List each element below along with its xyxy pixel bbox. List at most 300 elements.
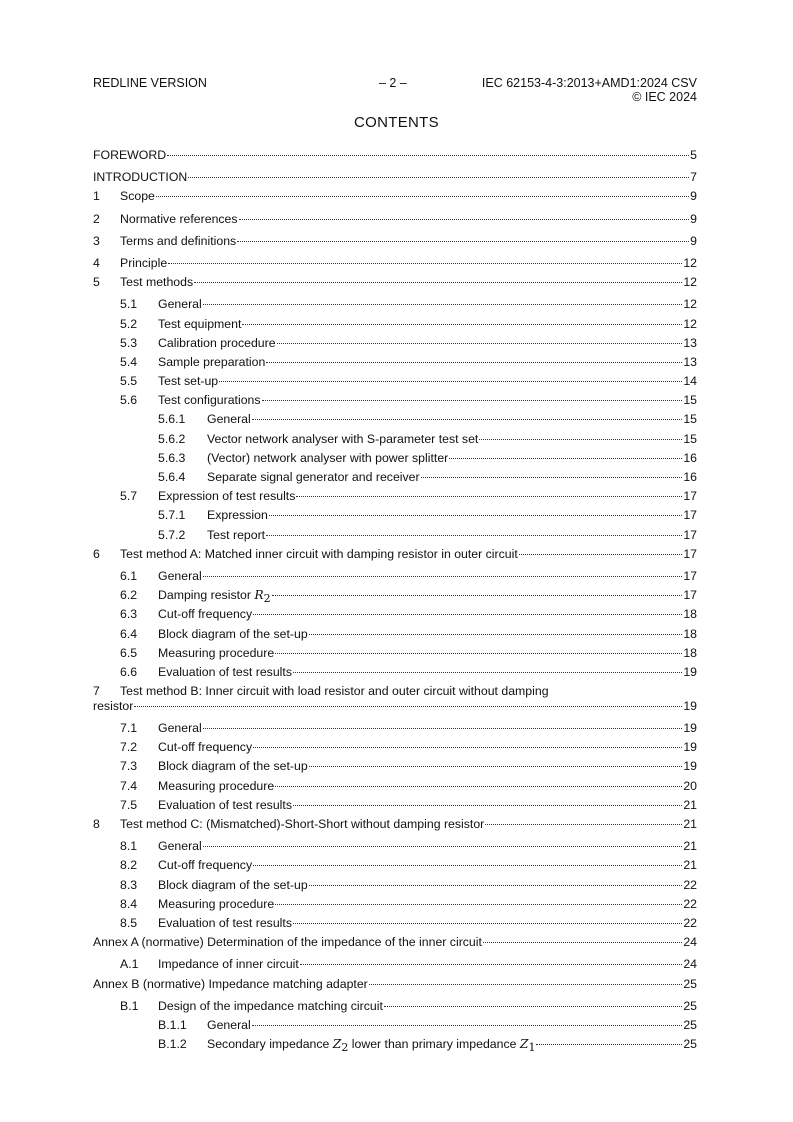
dot-leader — [369, 984, 683, 985]
toc-entry-title-text: Annex B (normative) Impedance matching adapter — [93, 976, 368, 991]
toc-entry-line — [158, 876, 697, 895]
dot-leader — [194, 282, 682, 283]
toc-entry-line — [158, 334, 697, 353]
toc-entry-title — [158, 315, 241, 334]
toc-entry-number: 7 — [93, 684, 100, 699]
toc-entry-title — [158, 353, 265, 372]
math-symbol: $Z_2$ — [332, 1037, 349, 1055]
toc-entry-title — [120, 273, 193, 292]
math-symbol: $Z_1$ — [519, 1037, 536, 1055]
toc-entry[interactable] — [93, 644, 697, 663]
toc-entry-line — [207, 526, 697, 545]
toc-entry-title-text: Expression of test results — [158, 489, 296, 504]
toc-entry-title-text: Evaluation of test results — [158, 797, 292, 812]
toc-entry-line — [120, 545, 697, 564]
toc-entry-title-text: Evaluation of test results — [158, 915, 292, 930]
toc-entry-number: 7.4 — [120, 778, 138, 793]
toc-entry-title-text: Cut-off frequency — [158, 607, 253, 622]
toc-entry-title — [158, 334, 276, 353]
toc-entry[interactable] — [93, 777, 697, 796]
toc-entry-page: 18 — [683, 607, 697, 622]
toc-entry-line — [158, 487, 697, 506]
toc-entry-title-text: INTRODUCTION — [93, 170, 188, 185]
dot-leader — [275, 786, 682, 787]
dot-leader — [253, 865, 682, 866]
toc-entry-number: 5.6.1 — [158, 412, 186, 427]
toc-entry-number: 5.6.4 — [158, 470, 186, 484]
toc-entry-number: B.1 — [120, 998, 139, 1013]
toc-entry-number: 6.4 — [120, 626, 138, 641]
toc-entry-page: 9 — [690, 233, 697, 248]
toc-entry-title-text: (Vector) network analyser with power splitter — [207, 450, 449, 465]
toc-entry-number: 4 — [93, 255, 100, 270]
toc-entry[interactable] — [93, 545, 697, 564]
dot-leader — [275, 653, 682, 654]
toc-entry-title — [158, 567, 202, 586]
toc-entry[interactable] — [93, 914, 697, 933]
toc-entry-title — [207, 468, 420, 487]
toc-entry[interactable] — [93, 1035, 697, 1054]
toc-entry-number: 7.3 — [120, 759, 138, 774]
toc-entry-line — [120, 232, 697, 251]
toc-entry-title — [207, 526, 265, 545]
toc-entry-page: 24 — [683, 935, 697, 950]
toc-entry[interactable] — [93, 506, 697, 525]
toc-entry-line — [93, 933, 697, 952]
dot-leader — [449, 458, 682, 459]
toc-entry[interactable] — [93, 232, 697, 251]
toc-entry-number: 8 — [93, 817, 100, 831]
toc-entry-title — [158, 757, 308, 776]
toc-entry-number: B.1.1 — [158, 1017, 187, 1032]
toc-entry-line — [120, 210, 697, 229]
toc-entry[interactable] — [93, 273, 697, 292]
toc-entry[interactable] — [93, 663, 697, 682]
toc-entry-line — [93, 975, 697, 994]
toc-entry-number: B.1.2 — [158, 1037, 187, 1052]
toc-entry-number: 5.7.1 — [158, 508, 186, 523]
toc-entry-number: 6.2 — [120, 588, 138, 603]
toc-entry[interactable] — [93, 815, 697, 834]
toc-entry[interactable] — [93, 315, 697, 334]
toc-entry-title — [158, 487, 295, 506]
toc-entry-title — [93, 168, 187, 187]
toc-entry-number: 5.7 — [120, 489, 138, 504]
toc-entry[interactable] — [93, 468, 697, 487]
toc-entry-title-text: Damping resistor — [158, 588, 255, 603]
dot-leader — [262, 400, 683, 401]
toc-entry-line — [158, 796, 697, 815]
toc-entry-title — [120, 232, 236, 251]
toc-entry-number: 8.4 — [120, 896, 138, 911]
toc-entry[interactable] — [93, 586, 697, 605]
toc-entry-title-text: Block diagram of the set-up — [158, 626, 308, 641]
toc-entry-number: 6.5 — [120, 645, 138, 660]
toc-entry-page: 17 — [683, 489, 697, 504]
toc-entry-page: 18 — [683, 645, 697, 660]
toc-entry[interactable] — [93, 567, 697, 586]
toc-entry-title-text: Normative references — [120, 211, 238, 226]
toc-entry-title-text: Impedance of inner circuit — [158, 957, 299, 972]
toc-entry-title — [158, 955, 299, 974]
toc-entry[interactable] — [93, 449, 697, 468]
toc-entry-page: 5 — [690, 148, 697, 162]
dot-leader — [266, 362, 682, 363]
toc-entry-page: 16 — [683, 450, 697, 465]
toc-entry-line — [158, 391, 697, 410]
toc-entry-number: 2 — [93, 211, 100, 226]
toc-entry-line — [207, 468, 697, 487]
toc-entry-title — [207, 410, 251, 429]
toc-entry-number: 5 — [93, 275, 100, 290]
table-of-contents — [93, 146, 697, 1054]
toc-entry-title — [207, 449, 448, 468]
toc-entry-number: 8.5 — [120, 915, 138, 930]
dot-leader — [483, 942, 682, 943]
toc-entry-line — [158, 625, 697, 644]
dot-leader — [309, 634, 683, 635]
toc-entry-title-text: Test method A: Matched inner circuit with damping resistor in outer circuit — [120, 546, 518, 561]
toc-entry-page: 13 — [683, 354, 697, 369]
toc-entry[interactable] — [93, 895, 697, 914]
toc-entry[interactable] — [93, 796, 697, 815]
dot-leader — [384, 1006, 682, 1007]
toc-entry[interactable] — [93, 856, 697, 875]
toc-entry-title-text: Vector network analyser with S-parameter test set — [207, 431, 479, 446]
toc-entry-line — [158, 856, 697, 875]
toc-entry[interactable] — [93, 168, 697, 187]
toc-entry-title-text: Block diagram of the set-up — [158, 759, 308, 774]
toc-entry-title — [120, 545, 518, 564]
toc-entry-page: 18 — [683, 626, 697, 641]
toc-entry-number: 5.6.3 — [158, 450, 186, 465]
toc-entry-page: 7 — [690, 170, 697, 185]
toc-entry-title — [158, 372, 218, 391]
toc-entry-number: 8.3 — [120, 877, 138, 892]
dot-leader — [203, 728, 683, 729]
toc-entry-number: 5.3 — [120, 335, 138, 350]
toc-entry-page: 21 — [683, 858, 697, 873]
dot-leader — [242, 324, 682, 325]
toc-entry[interactable] — [93, 391, 697, 410]
toc-entry-title — [207, 430, 478, 449]
dot-leader — [203, 576, 683, 577]
toc-entry-page: 13 — [683, 335, 697, 350]
toc-entry-title — [158, 644, 274, 663]
toc-entry[interactable] — [93, 876, 697, 895]
header-page-number: – 2 – — [379, 76, 407, 90]
toc-entry-title-text: Measuring procedure — [158, 645, 275, 660]
toc-entry[interactable] — [93, 719, 697, 738]
toc-entry-title — [120, 210, 238, 229]
toc-entry-title — [158, 625, 308, 644]
toc-entry-title — [120, 254, 167, 273]
toc-entry-number: 5.7.2 — [158, 527, 186, 542]
toc-entry-page: 22 — [683, 915, 697, 930]
toc-entry-line — [207, 1016, 697, 1035]
toc-entry-line — [207, 410, 697, 429]
toc-entry-line — [158, 353, 697, 372]
dot-leader — [479, 439, 682, 440]
toc-entry-number: 8.2 — [120, 858, 138, 873]
dot-leader — [203, 304, 683, 305]
toc-entry-title — [158, 663, 292, 682]
toc-entry-page: 12 — [683, 316, 697, 331]
toc-entry-title — [158, 895, 274, 914]
toc-entry-title — [207, 506, 268, 525]
toc-entry[interactable] — [93, 295, 697, 314]
toc-entry-title-text: General — [158, 721, 202, 736]
toc-entry-number: 5.6 — [120, 393, 138, 408]
toc-entry[interactable] — [93, 605, 697, 624]
toc-entry-page: 17 — [683, 588, 697, 603]
toc-entry[interactable] — [93, 334, 697, 353]
dot-leader — [219, 381, 682, 382]
toc-entry-number: 6.6 — [120, 664, 138, 679]
toc-entry-number: 3 — [93, 233, 100, 248]
toc-entry-title-text: Annex A (normative) Determination of the impedance of the inner circuit — [93, 935, 482, 950]
toc-entry-title — [207, 1035, 535, 1057]
dot-leader — [293, 923, 682, 924]
toc-entry-line — [158, 738, 697, 757]
toc-entry-title — [158, 391, 261, 410]
toc-entry-title-text: Sample preparation — [158, 354, 266, 369]
toc-entry-title — [158, 914, 292, 933]
toc-entry-title — [158, 295, 202, 314]
toc-entry-number: 8.1 — [120, 839, 138, 854]
toc-entry-number: A.1 — [120, 957, 139, 972]
toc-entry-page: 9 — [690, 189, 697, 204]
toc-entry-page: 21 — [683, 817, 697, 831]
toc-entry-title-text: Evaluation of test results — [158, 664, 292, 679]
toc-entry-title — [93, 975, 368, 994]
dot-leader — [309, 885, 683, 886]
toc-entry[interactable] — [93, 526, 697, 545]
toc-entry-page: 21 — [683, 797, 697, 812]
toc-entry-title-text: Test configurations — [158, 393, 261, 408]
toc-entry-number: 5.2 — [120, 316, 138, 331]
toc-entry-line — [158, 997, 697, 1016]
toc-entry-page: 16 — [683, 470, 697, 484]
toc-entry-page: 12 — [683, 275, 697, 290]
toc-entry-title — [93, 146, 166, 165]
toc-entry-title-text: Separate signal generator and receiver — [207, 470, 420, 484]
toc-entry-title — [158, 605, 252, 624]
dot-leader — [272, 595, 683, 596]
toc-entry-title-text: General — [207, 412, 251, 427]
toc-entry-page: 19 — [683, 740, 697, 755]
toc-entry-title — [158, 856, 252, 875]
toc-entry-page: 19 — [683, 721, 697, 736]
toc-entry-page: 15 — [683, 393, 697, 408]
toc-entry-title — [158, 777, 274, 796]
toc-entry-title-text: Cut-off frequency — [158, 740, 253, 755]
toc-entry-page: 17 — [683, 508, 697, 523]
header-right — [452, 76, 697, 104]
toc-entry-title-text: Measuring procedure — [158, 896, 275, 911]
dot-leader — [269, 515, 682, 516]
toc-entry-page: 25 — [683, 998, 697, 1013]
toc-entry[interactable] — [93, 254, 697, 273]
toc-entry-line — [158, 837, 697, 856]
toc-entry[interactable] — [93, 372, 697, 391]
toc-entry-title-text: General — [158, 297, 202, 312]
toc-entry-line — [158, 955, 697, 974]
toc-entry-line — [207, 506, 697, 525]
toc-entry-title — [158, 796, 292, 815]
toc-entry-page: 12 — [683, 255, 697, 270]
toc-entry-page: 19 — [683, 759, 697, 774]
toc-entry-page: 19 — [683, 699, 697, 714]
dot-leader — [536, 1044, 682, 1045]
toc-entry-page: 17 — [683, 568, 697, 583]
toc-entry-title-text: General — [207, 1017, 251, 1032]
toc-entry[interactable] — [93, 997, 697, 1016]
dot-leader — [252, 1025, 683, 1026]
toc-entry-number: 5.5 — [120, 374, 138, 389]
toc-entry-title — [120, 187, 155, 206]
dot-leader — [296, 496, 682, 497]
toc-entry[interactable] — [93, 146, 697, 165]
toc-entry-title — [158, 719, 202, 738]
toc-entry-title-text: Design of the impedance matching circuit — [158, 998, 383, 1013]
toc-entry-line — [158, 777, 697, 796]
dot-leader — [275, 904, 682, 905]
dot-leader — [293, 672, 682, 673]
toc-entry-page: 24 — [683, 957, 697, 972]
toc-entry-page: 17 — [683, 527, 697, 542]
toc-entry-title-text: Secondary impedance — [207, 1037, 333, 1052]
toc-entry-page: 19 — [683, 664, 697, 679]
dot-leader — [253, 747, 682, 748]
dot-leader — [239, 219, 690, 220]
dot-leader — [485, 824, 682, 825]
toc-entry-line — [158, 914, 697, 933]
toc-entry-title-text: lower than primary impedance — [348, 1037, 520, 1052]
toc-entry-line — [207, 1035, 697, 1057]
toc-entry-number: 5.6.2 — [158, 431, 186, 446]
dot-leader — [237, 241, 689, 242]
toc-entry-page: 9 — [690, 211, 697, 226]
toc-entry-title — [93, 697, 133, 716]
toc-entry-line — [158, 757, 697, 776]
toc-entry-line — [158, 567, 697, 586]
toc-entry-title-text: Terms and definitions — [120, 233, 237, 248]
toc-entry-title-text: Block diagram of the set-up — [158, 877, 308, 892]
toc-entry-number: 6 — [93, 546, 100, 561]
toc-entry-title-line1: Test method B: Inner circuit with load resistor and outer circuit without damping — [120, 684, 549, 699]
dot-leader — [300, 964, 683, 965]
dot-leader — [168, 263, 682, 264]
toc-entry-page: 15 — [683, 431, 697, 446]
toc-entry[interactable] — [93, 1016, 697, 1035]
page-title: CONTENTS — [354, 114, 439, 131]
toc-entry-page: 12 — [683, 297, 697, 312]
toc-entry-line — [207, 430, 697, 449]
toc-entry-page: 22 — [683, 877, 697, 892]
toc-entry[interactable] — [93, 837, 697, 856]
toc-entry-title-text: resistor — [93, 699, 134, 714]
toc-entry[interactable] — [93, 975, 697, 994]
toc-entry[interactable] — [93, 625, 697, 644]
toc-entry-page: 14 — [683, 374, 697, 389]
toc-entry-line — [120, 254, 697, 273]
toc-entry-title-text: Scope — [120, 189, 155, 204]
toc-entry[interactable] — [93, 955, 697, 974]
toc-entry-title-text: Principle — [120, 255, 168, 270]
toc-entry[interactable] — [93, 487, 697, 506]
toc-entry[interactable] — [93, 757, 697, 776]
toc-entry-number: 6.3 — [120, 607, 138, 622]
toc-entry-title — [158, 738, 252, 757]
toc-entry-number: 6.1 — [120, 568, 138, 583]
toc-entry[interactable] — [93, 410, 697, 429]
toc-entry-number: 5.4 — [120, 354, 138, 369]
dot-leader — [203, 846, 683, 847]
math-symbol: $R_2$ — [254, 588, 271, 606]
toc-entry-page: 15 — [683, 412, 697, 427]
toc-entry-page: 25 — [683, 1037, 697, 1052]
toc-entry-page: 25 — [683, 976, 697, 991]
toc-entry-line — [158, 663, 697, 682]
toc-entry-number: 5.1 — [120, 297, 138, 312]
toc-entry[interactable] — [93, 933, 697, 952]
toc-entry-number: 7.2 — [120, 740, 138, 755]
dot-leader — [253, 614, 682, 615]
toc-entry-title — [158, 997, 383, 1016]
toc-entry-line — [120, 187, 697, 206]
toc-entry-title-text: Calibration procedure — [158, 335, 276, 350]
dot-leader — [266, 535, 682, 536]
toc-entry-line — [207, 449, 697, 468]
toc-entry-title-text: FOREWORD — [93, 148, 167, 162]
dot-leader — [519, 554, 683, 555]
toc-entry-page: 17 — [683, 546, 697, 561]
toc-entry-title-text: Test report — [207, 527, 266, 542]
toc-entry-title-text: Test set-up — [158, 374, 219, 389]
toc-entry-title — [158, 876, 308, 895]
toc-entry[interactable] — [93, 682, 697, 716]
toc-entry-line — [158, 895, 697, 914]
toc-entry-page: 22 — [683, 896, 697, 911]
toc-entry[interactable] — [93, 430, 697, 449]
toc-entry[interactable] — [93, 210, 697, 229]
toc-entry-title-text: Expression — [207, 508, 268, 523]
dot-leader — [156, 196, 689, 197]
dot-leader — [309, 766, 683, 767]
dot-leader — [167, 155, 689, 156]
toc-entry[interactable] — [93, 738, 697, 757]
toc-entry-number: 1 — [93, 189, 100, 204]
header-copyright: © IEC 2024 — [632, 90, 697, 104]
toc-entry-line — [158, 315, 697, 334]
toc-entry-title — [120, 815, 484, 834]
toc-entry-line — [158, 295, 697, 314]
toc-entry[interactable] — [93, 353, 697, 372]
dot-leader — [134, 706, 682, 707]
toc-entry-title — [93, 933, 482, 952]
toc-entry-line — [158, 372, 697, 391]
toc-entry[interactable] — [93, 187, 697, 206]
toc-entry-number: 7.1 — [120, 721, 138, 736]
header-standard-id: IEC 62153-4-3:2013+AMD1:2024 CSV — [481, 76, 697, 90]
toc-entry-title-text: Cut-off frequency — [158, 858, 253, 873]
toc-entry-line — [120, 815, 697, 834]
toc-entry-line — [158, 644, 697, 663]
dot-leader — [277, 343, 683, 344]
toc-entry-line — [120, 273, 697, 292]
dot-leader — [421, 477, 683, 478]
